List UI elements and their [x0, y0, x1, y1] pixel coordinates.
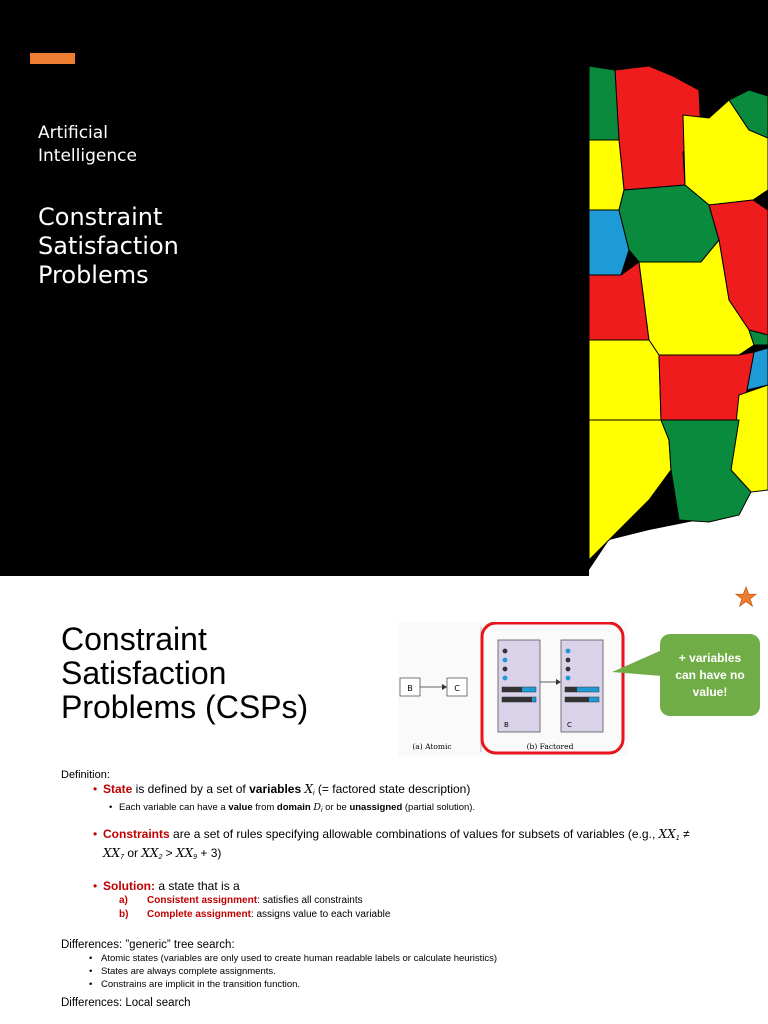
callout-line: value!: [692, 684, 728, 699]
diff-tree-item: • Atomic states (variables are only used to create human readable labels or calculate heuristics): [61, 952, 751, 965]
slide-title: [61, 622, 381, 724]
atomic-caption: (a) Atomic: [412, 742, 452, 751]
slide-body: [61, 768, 751, 1010]
callout-note: [660, 634, 760, 716]
title-line: Problems (CSPs): [61, 689, 309, 725]
title-line: Constraint: [61, 621, 207, 657]
node-label: B: [504, 721, 509, 729]
diff-tree-heading: Differences: ”generic” tree search:: [61, 939, 235, 951]
factored-node-b: [498, 640, 540, 732]
accent-bar: [30, 53, 75, 64]
constraints-bullet: • Constraints are a set of rules specifying allowable combinations of values for subsets of variables (e.g., $XX_1$ ≠: [61, 827, 751, 846]
us-map-image: [589, 0, 768, 576]
factored-caption: (b) Factored: [526, 742, 574, 751]
callout-pointer: [612, 646, 662, 682]
title-line: Satisfaction: [38, 232, 179, 260]
slide-title: [38, 203, 258, 290]
solution-bullet: • Solution: a state that is a: [61, 879, 751, 894]
factored-node-c: [561, 640, 603, 732]
subtitle-line: Artificial: [38, 123, 108, 143]
diff-tree-item: • Constrains are implicit in the transition function.: [61, 978, 751, 991]
diff-tree-item: • States are always complete assignments.: [61, 965, 751, 978]
state-representation-figure: [398, 622, 628, 756]
subtitle-line: Intelligence: [38, 146, 137, 166]
node-label: C: [454, 684, 460, 693]
node-label: B: [407, 684, 413, 693]
slide-subtitle: [38, 122, 238, 168]
constraints-bullet-cont: $XX_7$ or $XX_2 > XX_9 + 3$): [103, 846, 222, 861]
callout-line: + variables: [678, 650, 742, 665]
solution-item-b: b) Complete assignment: assigns value to each variable: [119, 909, 391, 920]
title-line: Satisfaction: [61, 655, 227, 691]
diff-local-heading: Differences: Local search: [61, 997, 191, 1009]
node-label: C: [567, 721, 572, 729]
state-bullet: • State is defined by a set of variables $X_i$ (= factored state description): [61, 782, 751, 801]
star-icon: [735, 586, 757, 608]
csp-definition-slide: [0, 576, 768, 1024]
callout-line: can have no: [675, 667, 745, 682]
title-line: Problems: [38, 261, 149, 289]
title-line: Constraint: [38, 203, 163, 231]
state-sub-bullet: • Each variable can have a value from domain $D_i$ or be unassigned (partial solution).: [61, 801, 751, 817]
definition-heading: Definition:: [61, 769, 110, 781]
solution-item-a: a) Consistent assignment: satisfies all constraints: [119, 895, 363, 906]
